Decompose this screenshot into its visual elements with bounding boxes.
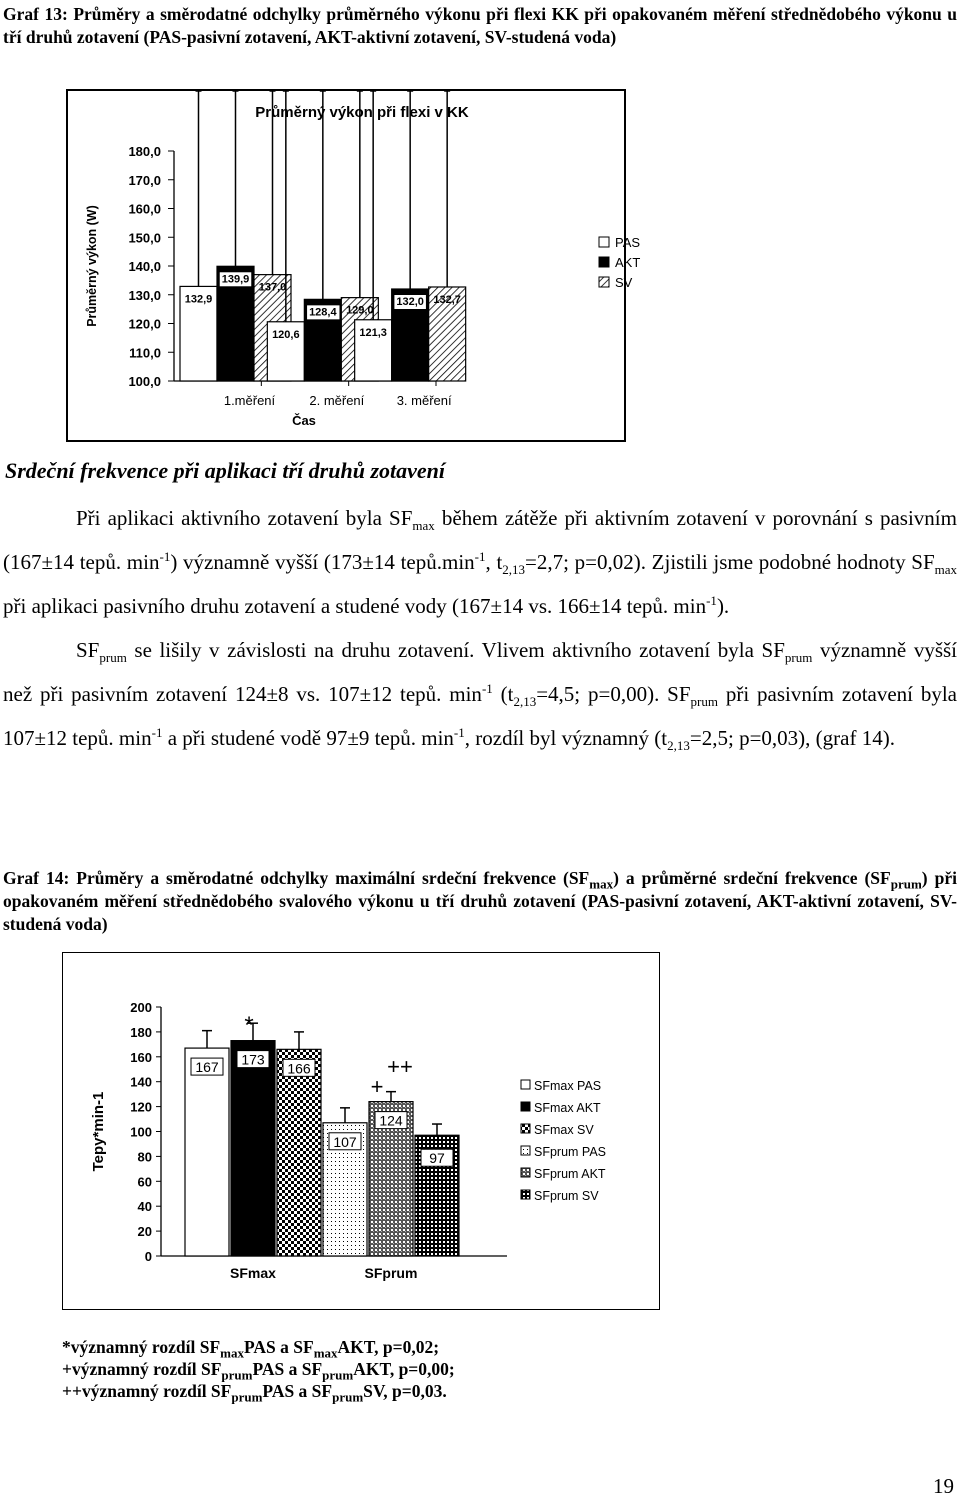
y-axis-label: Průměrný výkon (W) — [85, 205, 99, 327]
significance-notes — [62, 1336, 455, 1405]
legend-swatch — [521, 1190, 530, 1199]
y-tick-label: 40 — [137, 1199, 152, 1215]
y-tick-label: 110,0 — [129, 345, 161, 361]
y-tick-label: 120,0 — [128, 316, 161, 332]
legend-label: SFprum PAS — [534, 1145, 607, 1159]
value-label: 97 — [429, 1150, 445, 1167]
data-label: 132,0 — [396, 296, 424, 308]
value-label: 173 — [241, 1051, 265, 1068]
paragraph-block — [3, 496, 957, 760]
y-tick-label: 180 — [130, 1024, 152, 1040]
bar-sfmax-sv — [277, 1049, 321, 1256]
y-tick-label: 180,0 — [128, 144, 161, 159]
chart-13 — [68, 91, 641, 440]
x-tick-label: SFmax — [230, 1265, 276, 1281]
value-label: 124 — [379, 1112, 403, 1129]
legend-label: SFprum SV — [534, 1189, 599, 1203]
x-tick-label: 1.měření — [223, 393, 276, 408]
y-tick-label: 170,0 — [128, 172, 161, 188]
legend-swatch — [521, 1146, 530, 1155]
bar-sfmax-akt — [231, 1041, 275, 1256]
y-axis-label: Tepy*min-1 — [90, 1091, 107, 1172]
value-label: 107 — [333, 1133, 357, 1150]
y-tick-label: 130,0 — [128, 287, 161, 303]
y-tick-label: 80 — [137, 1149, 152, 1165]
caption-graf-14: Graf 14: Průměry a směrodatné odchylky maximální srdeční frekvence $(SF_{max})$ a průměrné srdeční frekvence $(SF_{prum})$ při opakovaném měření střednědobého svalového výkonu u tří druhů zotavení (PAS-pasivní zotavení, AKT-aktivní zotavení, SV-studená voda) — [3, 868, 957, 934]
data-label: 137,0 — [258, 281, 287, 294]
y-tick-label: 160 — [130, 1049, 152, 1065]
legend-swatch-sv — [599, 277, 609, 287]
value-label: 166 — [287, 1060, 311, 1077]
legend-swatch-akt — [599, 257, 609, 267]
x-tick-label: SFprum — [364, 1265, 418, 1281]
legend-swatch — [521, 1168, 530, 1177]
y-tick-label: 200 — [130, 1000, 152, 1015]
legend-label: SFmax SV — [534, 1123, 594, 1137]
chart-14 — [63, 953, 659, 1309]
annotation-double-plus: ++ — [387, 1054, 413, 1079]
y-tick-label: 120 — [130, 1099, 152, 1115]
annotation-plus: + — [370, 1074, 384, 1099]
y-tick-label: 20 — [137, 1224, 152, 1240]
data-label: 129,0 — [346, 304, 374, 317]
legend-swatch — [521, 1102, 530, 1111]
legend-label-akt: AKT — [615, 255, 641, 270]
x-tick-label: 3. měření — [396, 393, 452, 408]
legend-label: SFprum AKT — [534, 1167, 606, 1181]
legend-swatch-pas — [599, 237, 609, 247]
y-tick-label: 150,0 — [128, 230, 161, 246]
caption-13-label: Graf 13: — [3, 4, 68, 24]
section-heading: Srdeční frekvence při aplikaci tří druhů zotavení — [5, 458, 445, 483]
y-tick-label: 0 — [144, 1249, 152, 1264]
data-label: 120,6 — [272, 328, 300, 341]
chart-14-frame — [62, 952, 660, 1310]
data-label: 132,7 — [433, 293, 461, 306]
chart-13-title: Průměrný výkon při flexi v KK — [255, 104, 469, 121]
page-number: 19 — [933, 1474, 954, 1498]
note-3: ++významný rozdíl $SF_{prum}PAS$ a $SF_{prum}SV$, p=0,03. — [62, 1381, 447, 1405]
legend-swatch — [521, 1124, 530, 1133]
legend-label-sv: SV — [615, 275, 633, 290]
data-label: 121,3 — [359, 326, 387, 339]
legend-label: SFmax AKT — [534, 1101, 601, 1115]
chart-13-frame — [66, 89, 641, 442]
y-tick-label: 140,0 — [128, 259, 161, 274]
legend-label-pas: PAS — [615, 235, 641, 250]
data-label: 128,4 — [309, 306, 337, 319]
x-axis-label: Čas — [292, 413, 316, 428]
paragraph-1: Při aplikaci aktivního zotavení byla $SF_{max}$ během zátěže při aktivním zotavení v porovnání s pasivním (167±14 tepů. $\min^{-1}$) významně vyšší (173±14 $tepů.\min^{-1}$, $t_{2,13}=2,7$; p=0,02). Zjistili jsme podobné hodnoty $SF_{max}$ při aplikaci pasivního druhu zotavení a studené vody (167±14 vs. 166±14 tepů. $\min^{-1}$). — [3, 506, 958, 618]
caption-13-text: Průměry a směrodatné odchylky průměrného výkonu při flexi KK při opakovaném měření střednědobého výkonu u tří druhů zotavení (PAS-pasivní zotavení, AKT-aktivní zotavení, SV-studená voda) — [3, 4, 957, 47]
y-tick-label: 60 — [137, 1174, 152, 1190]
data-label: 132,9 — [184, 293, 213, 306]
annotation-asterisk: * — [244, 1012, 254, 1039]
x-tick-label: 2. měření — [309, 393, 365, 408]
y-tick-label: 160,0 — [128, 201, 161, 217]
caption-graf-13 — [3, 3, 957, 49]
note-2: +významný rozdíl $SF_{prum}PAS$ a $SF_{prum}AKT$, p=0,00; — [62, 1359, 455, 1383]
y-tick-label: 100 — [130, 1124, 152, 1140]
y-tick-label: 140 — [130, 1074, 152, 1090]
legend-label: SFmax PAS — [534, 1079, 602, 1093]
y-tick-label: 100,0 — [128, 374, 161, 389]
data-label: 139,9 — [221, 273, 250, 286]
note-1: *významný rozdíl $SF_{max}PAS$ a $SF_{max}AKT$, p=0,02; — [62, 1337, 440, 1361]
paragraph-2: $SF_{prum}$ se lišily v závislosti na druhu zotavení. Vlivem aktivního zotavení byla $SF_{prum}$ významně vyšší než při pasivním zotavení 124±8 vs. 107±12 tepů. $\min^{-1} (t_{2,13}=4,5$; p=0,00). $SF_{prum}$ při pasivním zotavení byla 107±12 tepů. $\min^{-1} a$ při studené vodě 97±9 tepů. $\min^{-1}$, rozdíl byl významný ($t_{2,13}=2,5$; p=0,03), (graf 14). — [3, 638, 958, 754]
bar-sfmax-pas — [185, 1048, 229, 1256]
legend-swatch — [521, 1080, 530, 1089]
value-label: 167 — [195, 1059, 219, 1076]
